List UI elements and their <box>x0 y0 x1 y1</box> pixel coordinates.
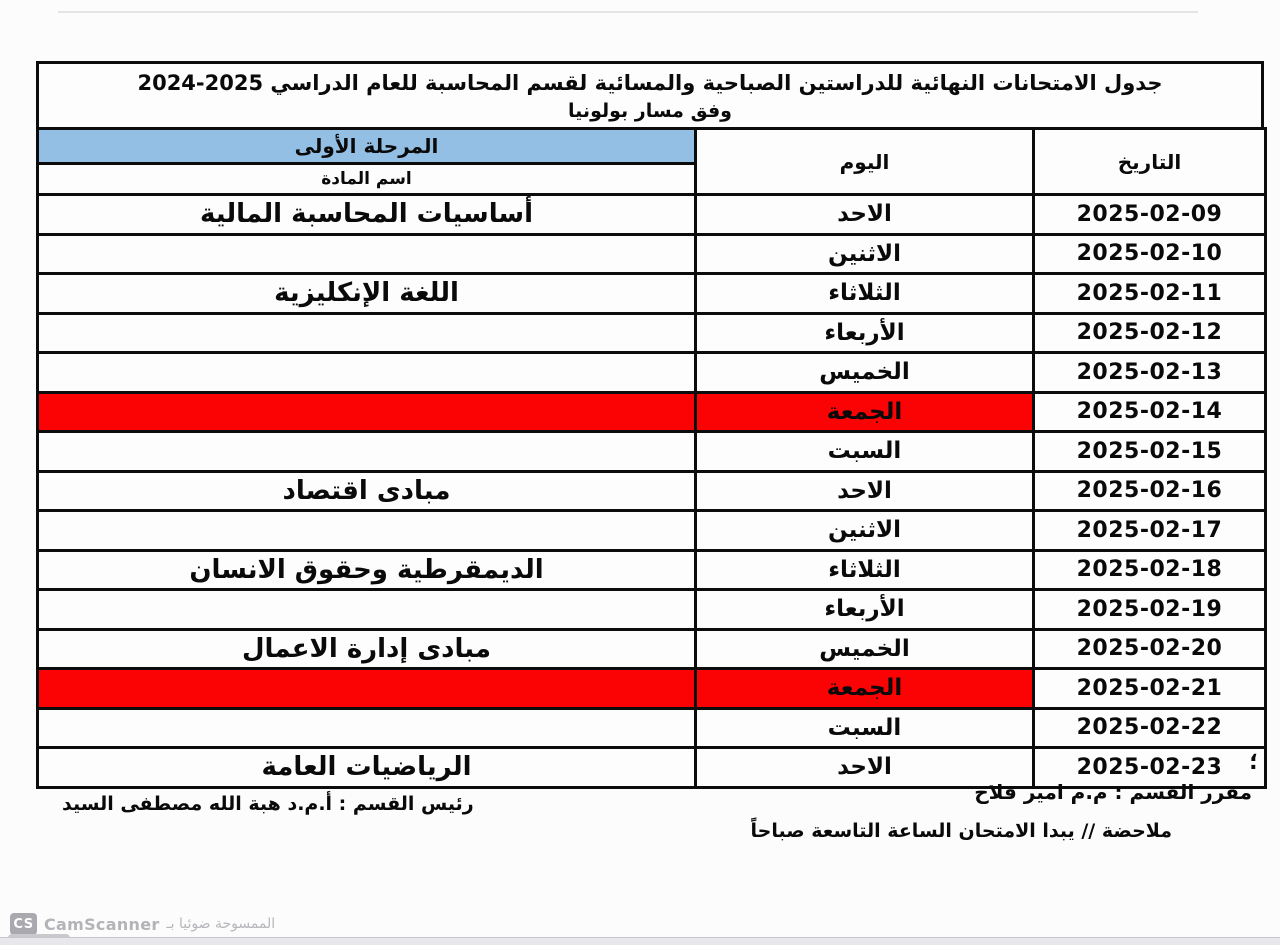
date-cell: 2025-02-20 <box>1034 629 1266 669</box>
date-cell: 2025-02-09 <box>1034 195 1266 235</box>
day-cell: الثلاثاء <box>696 274 1034 314</box>
table-row <box>38 471 1266 511</box>
date-cell: 2025-02-18 <box>1034 550 1266 590</box>
scan-artifact-line <box>58 11 1198 13</box>
subject-cell <box>38 669 696 709</box>
subject-cell <box>38 313 696 353</box>
date-cell: 2025-02-17 <box>1034 511 1266 551</box>
day-cell: الاحد <box>696 195 1034 235</box>
subject-cell <box>38 392 696 432</box>
table-row <box>38 511 1266 551</box>
day-cell: الجمعة <box>696 392 1034 432</box>
table-row <box>38 313 1266 353</box>
day-column-header: اليوم <box>696 129 1034 195</box>
day-cell: الاثنين <box>696 511 1034 551</box>
day-cell: الأربعاء <box>696 590 1034 630</box>
table-row <box>38 590 1266 630</box>
department-coordinator-line: مقرر القسم : م.م امير فلاح <box>974 780 1252 804</box>
subject-cell <box>38 432 696 472</box>
department-head-line: رئيس القسم : أ.م.د هبة الله مصطفى السيد <box>62 793 474 815</box>
day-cell: الاحد <box>696 471 1034 511</box>
table-row <box>38 274 1266 314</box>
subject-cell: أساسيات المحاسبة المالية <box>38 195 696 235</box>
table-row <box>38 195 1266 235</box>
table-row <box>38 550 1266 590</box>
subject-cell <box>38 708 696 748</box>
subject-cell <box>38 353 696 393</box>
subject-cell <box>38 511 696 551</box>
date-cell: 2025-02-23 <box>1034 748 1266 788</box>
table-row <box>38 392 1266 432</box>
table-row <box>38 353 1266 393</box>
date-cell: 2025-02-22 <box>1034 708 1266 748</box>
document-title: جدول الامتحانات النهائية للدراستين الصباحية والمسائية لقسم المحاسبة للعام الدراسي 2025-2024 <box>137 71 1163 95</box>
day-cell: الاثنين <box>696 234 1034 274</box>
camscanner-watermark <box>10 912 275 936</box>
stage-header-cell: المرحلة الأولى <box>38 129 696 164</box>
subject-cell: اللغة الإنكليزية <box>38 274 696 314</box>
subject-column-header: اسم المادة <box>38 164 696 195</box>
subject-cell <box>38 234 696 274</box>
footer-punctuation-mark: ؛ <box>1249 750 1258 775</box>
date-cell: 2025-02-11 <box>1034 274 1266 314</box>
camscanner-brand-text: CamScanner <box>44 914 160 934</box>
date-cell: 2025-02-19 <box>1034 590 1266 630</box>
date-cell: 2025-02-10 <box>1034 234 1266 274</box>
date-cell: 2025-02-14 <box>1034 392 1266 432</box>
date-cell: 2025-02-21 <box>1034 669 1266 709</box>
day-cell: الخميس <box>696 629 1034 669</box>
day-cell: السبت <box>696 432 1034 472</box>
table-row <box>38 708 1266 748</box>
exam-time-note: ملاحضة // يبدا الامتحان الساعة التاسعة صباحاً <box>750 820 1172 842</box>
date-cell: 2025-02-16 <box>1034 471 1266 511</box>
header-row-stage <box>38 129 1266 164</box>
subject-cell: الرياضيات العامة <box>38 748 696 788</box>
table-row <box>38 234 1266 274</box>
day-cell: الاحد <box>696 748 1034 788</box>
date-cell: 2025-02-12 <box>1034 313 1266 353</box>
date-cell: 2025-02-13 <box>1034 353 1266 393</box>
subject-cell: مبادى اقتصاد <box>38 471 696 511</box>
date-column-header: التاريخ <box>1034 129 1266 195</box>
exam-schedule-table <box>36 127 1267 789</box>
day-cell: السبت <box>696 708 1034 748</box>
document-subtitle: وفق مسار بولونيا <box>568 100 732 122</box>
day-cell: الخميس <box>696 353 1034 393</box>
table-row <box>38 629 1266 669</box>
subject-cell: الديمقرطية وحقوق الانسان <box>38 550 696 590</box>
date-cell: 2025-02-15 <box>1034 432 1266 472</box>
table-row <box>38 669 1266 709</box>
day-cell: الأربعاء <box>696 313 1034 353</box>
document-title-box <box>36 61 1264 130</box>
subject-cell: مبادى إدارة الاعمال <box>38 629 696 669</box>
subject-cell <box>38 590 696 630</box>
exam-table-body <box>38 195 1266 788</box>
day-cell: الثلاثاء <box>696 550 1034 590</box>
table-row <box>38 432 1266 472</box>
camscanner-logo-icon: CS <box>10 913 37 935</box>
scanned-with-label: الممسوحة ضوئيا بـ <box>166 916 276 932</box>
day-cell: الجمعة <box>696 669 1034 709</box>
